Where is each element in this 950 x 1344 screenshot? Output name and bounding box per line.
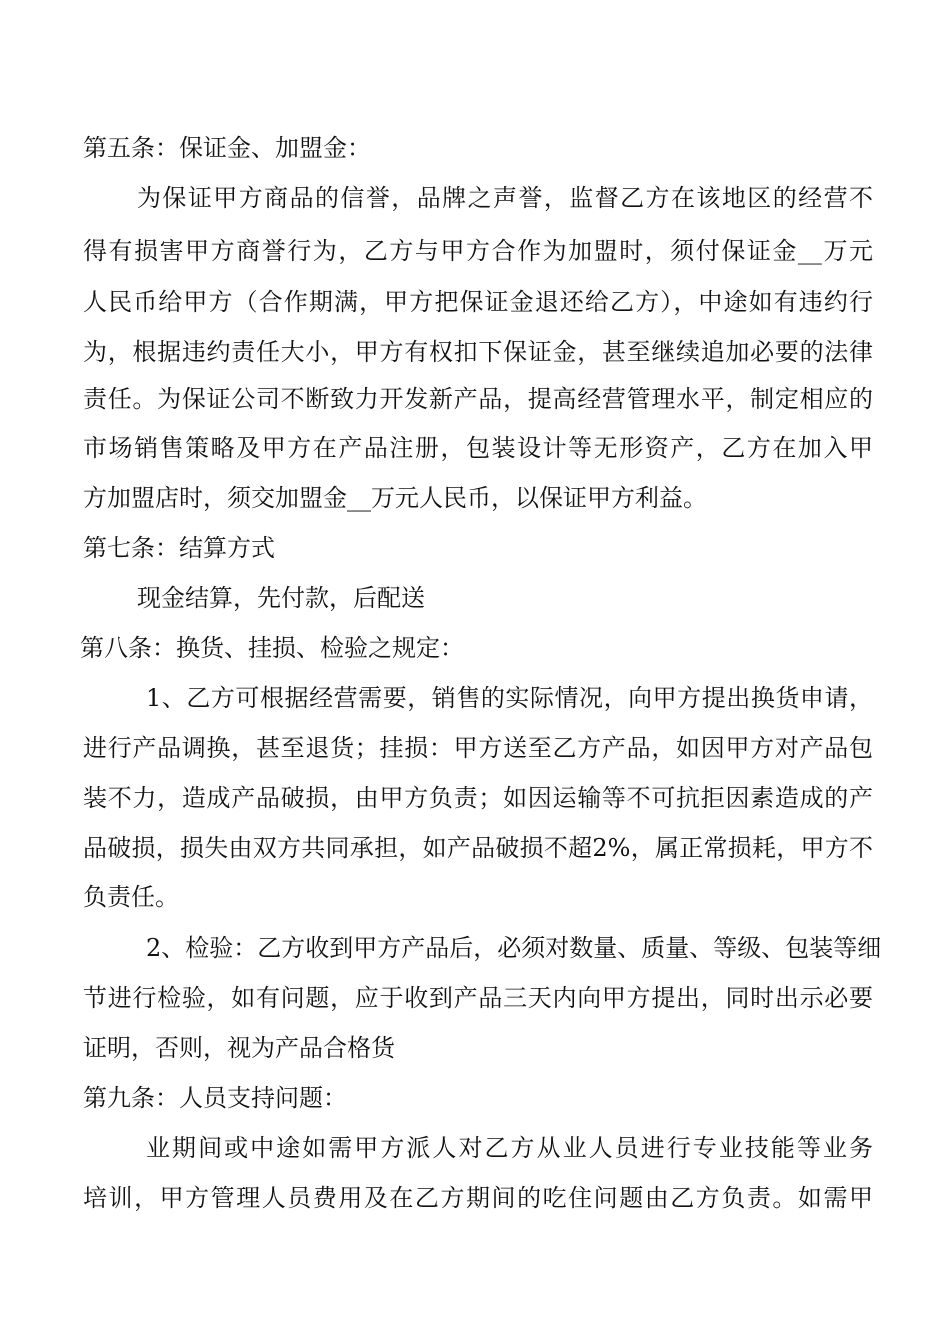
article-8-item-2-line: 2、检验：乙方收到甲方产品后，必须对数量、质量、等级、包装等细 (146, 934, 882, 962)
article-5-line: 为，根据违约责任大小，甲方有权扣下保证金，甚至继续追加必要的法律 (83, 338, 873, 366)
article-9-line: 培训，甲方管理人员费用及在乙方期间的吃住问题由乙方负责。如需甲 (83, 1184, 873, 1212)
article-8-item-1-line: 1、乙方可根据经营需要，销售的实际情况，向甲方提出换货申请， (146, 684, 873, 712)
article-5-line: 市场销售策略及甲方在产品注册，包装设计等无形资产，乙方在加入甲 (83, 434, 873, 462)
article-5-line: 责任。为保证公司不断致力开发新产品，提高经营管理水平，制定相应的 (83, 385, 873, 413)
article-8-title: 第八条：换货、挂损、检验之规定： (80, 634, 464, 662)
article-8-item-1-line: 品破损，损失由双方共同承担，如产品破损不超2%，属正常损耗，甲方不 (83, 834, 873, 862)
article-8-item-2-line: 证明，否则，视为产品合格货 (83, 1034, 395, 1062)
article-8-item-1-line: 装不力，造成产品破损，由甲方负责；如因运输等不可抗拒因素造成的产 (83, 784, 873, 812)
article-5-line: 人民币给甲方（合作期满，甲方把保证金退还给乙方），中途如有违约行 (83, 288, 873, 316)
article-7-line: 现金结算，先付款，后配送 (137, 584, 425, 612)
article-9-line: 业期间或中途如需甲方派人对乙方从业人员进行专业技能等业务 (146, 1134, 873, 1162)
article-9-title: 第九条：人员支持问题： (83, 1084, 347, 1112)
article-8-item-1-line: 负责任。 (83, 883, 179, 911)
article-5-line: 得有损害甲方商誉行为，乙方与甲方合作为加盟时，须付保证金__万元 (83, 237, 873, 265)
article-5-line: 方加盟店时，须交加盟金__万元人民币，以保证甲方利益。 (83, 484, 707, 512)
article-5-line: 为保证甲方商品的信誉，品牌之声誉，监督乙方在该地区的经营不 (137, 184, 873, 212)
article-7-title: 第七条：结算方式 (83, 534, 275, 562)
article-5-title: 第五条：保证金、加盟金： (83, 134, 371, 162)
article-8-item-2-line: 节进行检验，如有问题，应于收到产品三天内向甲方提出，同时出示必要 (83, 984, 873, 1012)
article-8-item-1-line: 进行产品调换，甚至退货；挂损：甲方送至乙方产品，如因甲方对产品包 (83, 734, 873, 762)
